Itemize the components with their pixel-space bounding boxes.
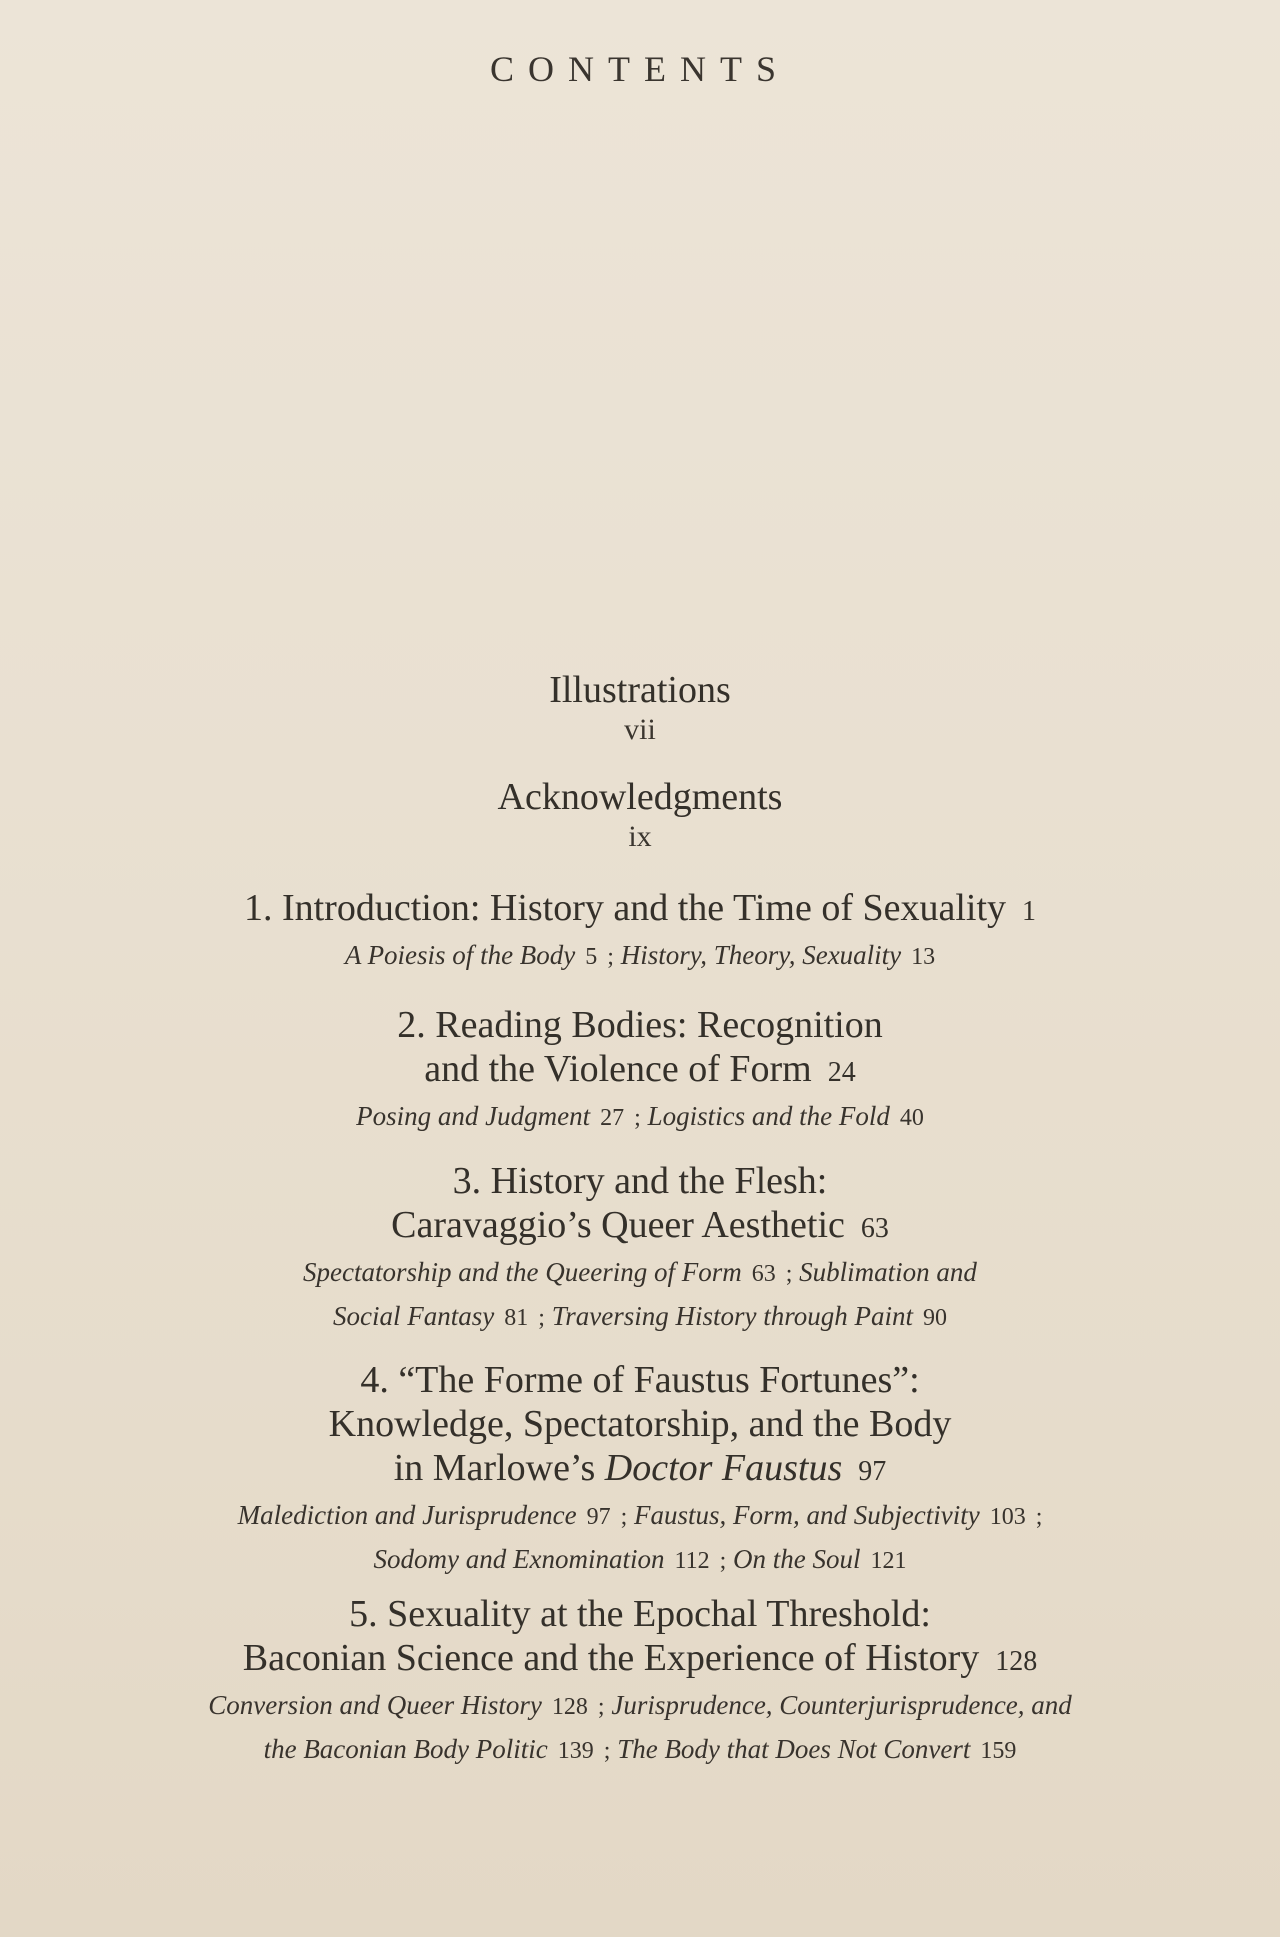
toc-entry-acknowledgments <box>0 775 1280 855</box>
toc-chapter-2 <box>0 1003 1280 1139</box>
chapter-heading: Baconian Science and the Experience of History 128 <box>242 1637 1038 1679</box>
chapter-heading-line: 4. “The Forme of Faustus Fortunes”: <box>360 1359 920 1401</box>
chapter-page: 24 <box>827 1057 856 1088</box>
toc-chapter-3 <box>0 1159 1280 1339</box>
chapter-sections: Spectatorship and the Queering of Form 63 ; Sublimation and Social Fantasy 81 ; Traversing History through Paint 90 <box>303 1257 977 1331</box>
entry-page: ix <box>628 820 652 853</box>
toc-chapter-1 <box>0 886 1280 978</box>
entry-heading: Acknowledgments <box>497 776 783 818</box>
chapter-page: 63 <box>860 1213 889 1244</box>
chapter-heading-line: 2. Reading Bodies: Recognition <box>397 1004 883 1046</box>
page-title: CONTENTS <box>490 49 790 89</box>
chapter-heading-line: 3. History and the Flesh: <box>452 1160 828 1202</box>
chapter-page: 97 <box>858 1456 887 1487</box>
chapter-page: 1 <box>1022 896 1037 927</box>
toc-chapter-4 <box>0 1358 1280 1582</box>
chapter-page: 128 <box>995 1646 1038 1677</box>
entry-heading: Illustrations <box>549 669 731 711</box>
chapter-sections: Posing and Judgment 27 ; Logistics and the Fold 40 <box>356 1101 924 1131</box>
chapter-sections: Conversion and Queer History 128 ; Jurisprudence, Counterjurisprudence, and the Baconian Body Politic 139 ; The Body that Does Not Convert 159 <box>208 1690 1072 1764</box>
chapter-sections: A Poiesis of the Body 5 ; History, Theory, Sexuality 13 <box>344 940 936 970</box>
toc-entry-illustrations <box>0 668 1280 748</box>
chapter-heading-line: Knowledge, Spectatorship, and the Body <box>328 1403 952 1445</box>
toc-chapter-5 <box>0 1592 1280 1772</box>
chapter-sections: Malediction and Jurisprudence 97 ; Faustus, Form, and Subjectivity 103 ; Sodomy and Exnomination 112 ; On the Soul 121 <box>237 1500 1043 1574</box>
chapter-heading: and the Violence of Form 24 <box>424 1048 856 1090</box>
chapter-heading-line: 5. Sexuality at the Epochal Threshold: <box>349 1593 931 1635</box>
chapter-heading: Caravaggio’s Queer Aesthetic 63 <box>391 1204 889 1246</box>
chapter-heading: in Marlowe’s Doctor Faustus 97 <box>393 1447 887 1489</box>
entry-page: vii <box>624 713 656 746</box>
chapter-heading: 1. Introduction: History and the Time of Sexuality 1 <box>243 887 1037 929</box>
